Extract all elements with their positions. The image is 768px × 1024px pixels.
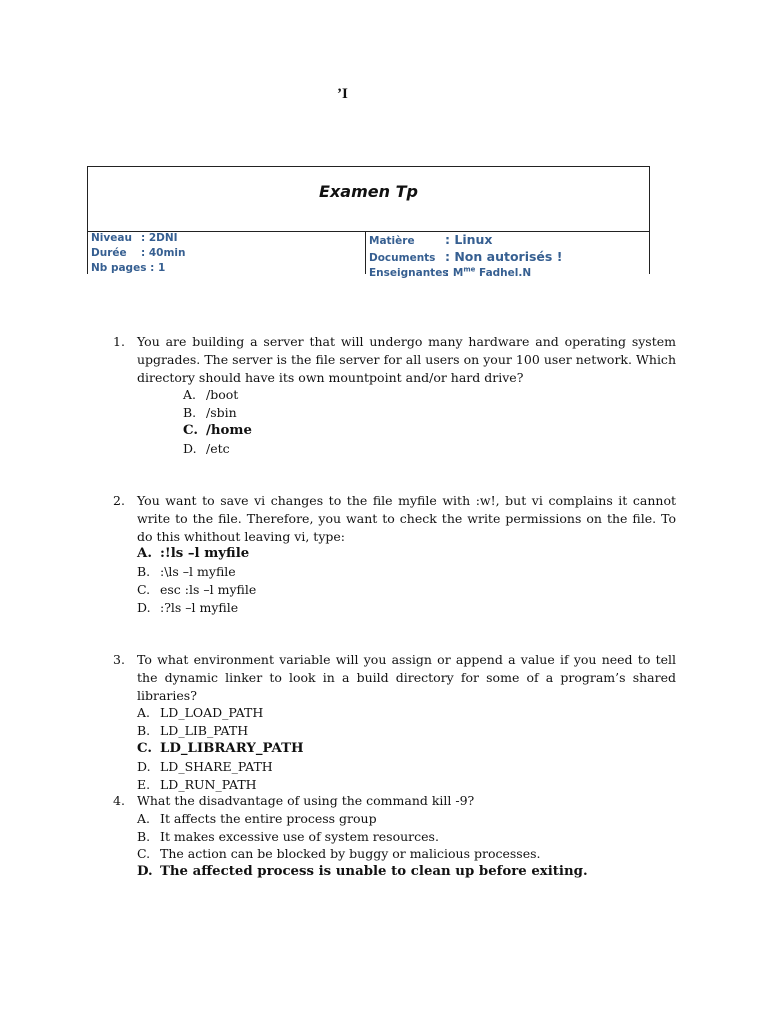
enseignantes-label: Enseignantes	[369, 267, 449, 279]
question-text: You are building a server that will undergo many hardware and operating system upgrades. The server is the file server for all users on your 100 user network. Which directory should have its own mountpoint and/or hard drive?	[137, 334, 676, 385]
enseignantes-name: Fadhel.N	[475, 267, 532, 279]
option-d: D. /etc	[183, 440, 230, 456]
option-a-correct: A. :!ls –l myfile	[137, 546, 250, 562]
option-b: B. It makes excessive use of system resources.	[137, 828, 439, 844]
documents-row	[369, 249, 562, 266]
pages-row	[91, 261, 185, 276]
niveau-label: Niveau	[91, 232, 132, 244]
enseignantes-value	[445, 266, 531, 281]
question-number: 4.	[113, 793, 125, 808]
enseignantes-superscript: me	[463, 265, 476, 274]
niveau-row	[91, 231, 185, 246]
question-number: 2.	[113, 493, 125, 508]
pages-label: Nb pages : 1	[91, 262, 166, 274]
option-a: A. /boot	[183, 387, 239, 403]
exam-header	[87, 166, 650, 279]
option-list	[113, 810, 676, 881]
option-d: D. LD_SHARE_PATH	[137, 758, 273, 774]
option-b: B. :\ls –l myfile	[137, 564, 236, 580]
matiere-label: Matière	[369, 235, 415, 247]
column-divider	[365, 231, 366, 274]
question-1	[113, 333, 676, 458]
option-list	[113, 386, 676, 457]
duree-row	[91, 246, 185, 261]
enseignantes-prefix: : M	[445, 267, 464, 279]
question-3	[113, 651, 676, 793]
question-stem	[113, 792, 676, 810]
option-b: B. /sbin	[183, 405, 237, 421]
option-c: C. The action can be blocked by buggy or malicious processes.	[137, 846, 541, 862]
documents-value: : Non autorisés !	[445, 249, 563, 264]
option-a: A. LD_LOAD_PATH	[137, 705, 264, 721]
matiere-value: : Linux	[445, 232, 493, 247]
duree-value: : 40min	[141, 247, 186, 259]
question-text: What the disadvantage of using the command kill -9?	[137, 793, 475, 808]
question-stem	[113, 333, 676, 386]
option-c-correct: C. LD_LIBRARY_PATH	[137, 740, 304, 756]
exam-info-left	[91, 231, 185, 276]
question-text: You want to save vi changes to the file myfile with :w!, but vi complains it cannot write to the file. Therefore, you want to check the write permissions on the file. To do this whithout leaving vi, type:	[137, 493, 676, 544]
option-list	[113, 545, 676, 616]
option-d-correct: D. The affected process is unable to clean up before exiting.	[137, 864, 588, 880]
option-b: B. LD_LIB_PATH	[137, 723, 249, 739]
niveau-value: : 2DNI	[141, 232, 178, 244]
exam-info-right	[369, 232, 562, 281]
question-number: 1.	[113, 334, 125, 349]
question-stem	[113, 651, 676, 704]
enseignantes-row	[369, 266, 562, 281]
option-d: D. :?ls –l myfile	[137, 599, 239, 615]
stray-mark: ’I	[337, 86, 348, 102]
documents-label: Documents	[369, 252, 436, 264]
question-2	[113, 492, 676, 617]
duree-label: Durée	[91, 247, 127, 259]
option-e: E. LD_RUN_PATH	[137, 776, 257, 792]
question-text: To what environment variable will you assign or append a value if you need to tell the dynamic linker to look in a build directory for some of a program’s shared libraries?	[137, 652, 676, 703]
question-4	[113, 792, 676, 881]
exam-title: Examen Tp	[319, 182, 418, 201]
option-a: A. It affects the entire process group	[137, 810, 377, 826]
question-stem	[113, 492, 676, 545]
option-c: C. esc :ls –l myfile	[137, 581, 257, 597]
question-number: 3.	[113, 652, 125, 667]
option-c-correct: C. /home	[183, 422, 252, 438]
option-list	[113, 704, 676, 793]
matiere-row	[369, 232, 562, 249]
